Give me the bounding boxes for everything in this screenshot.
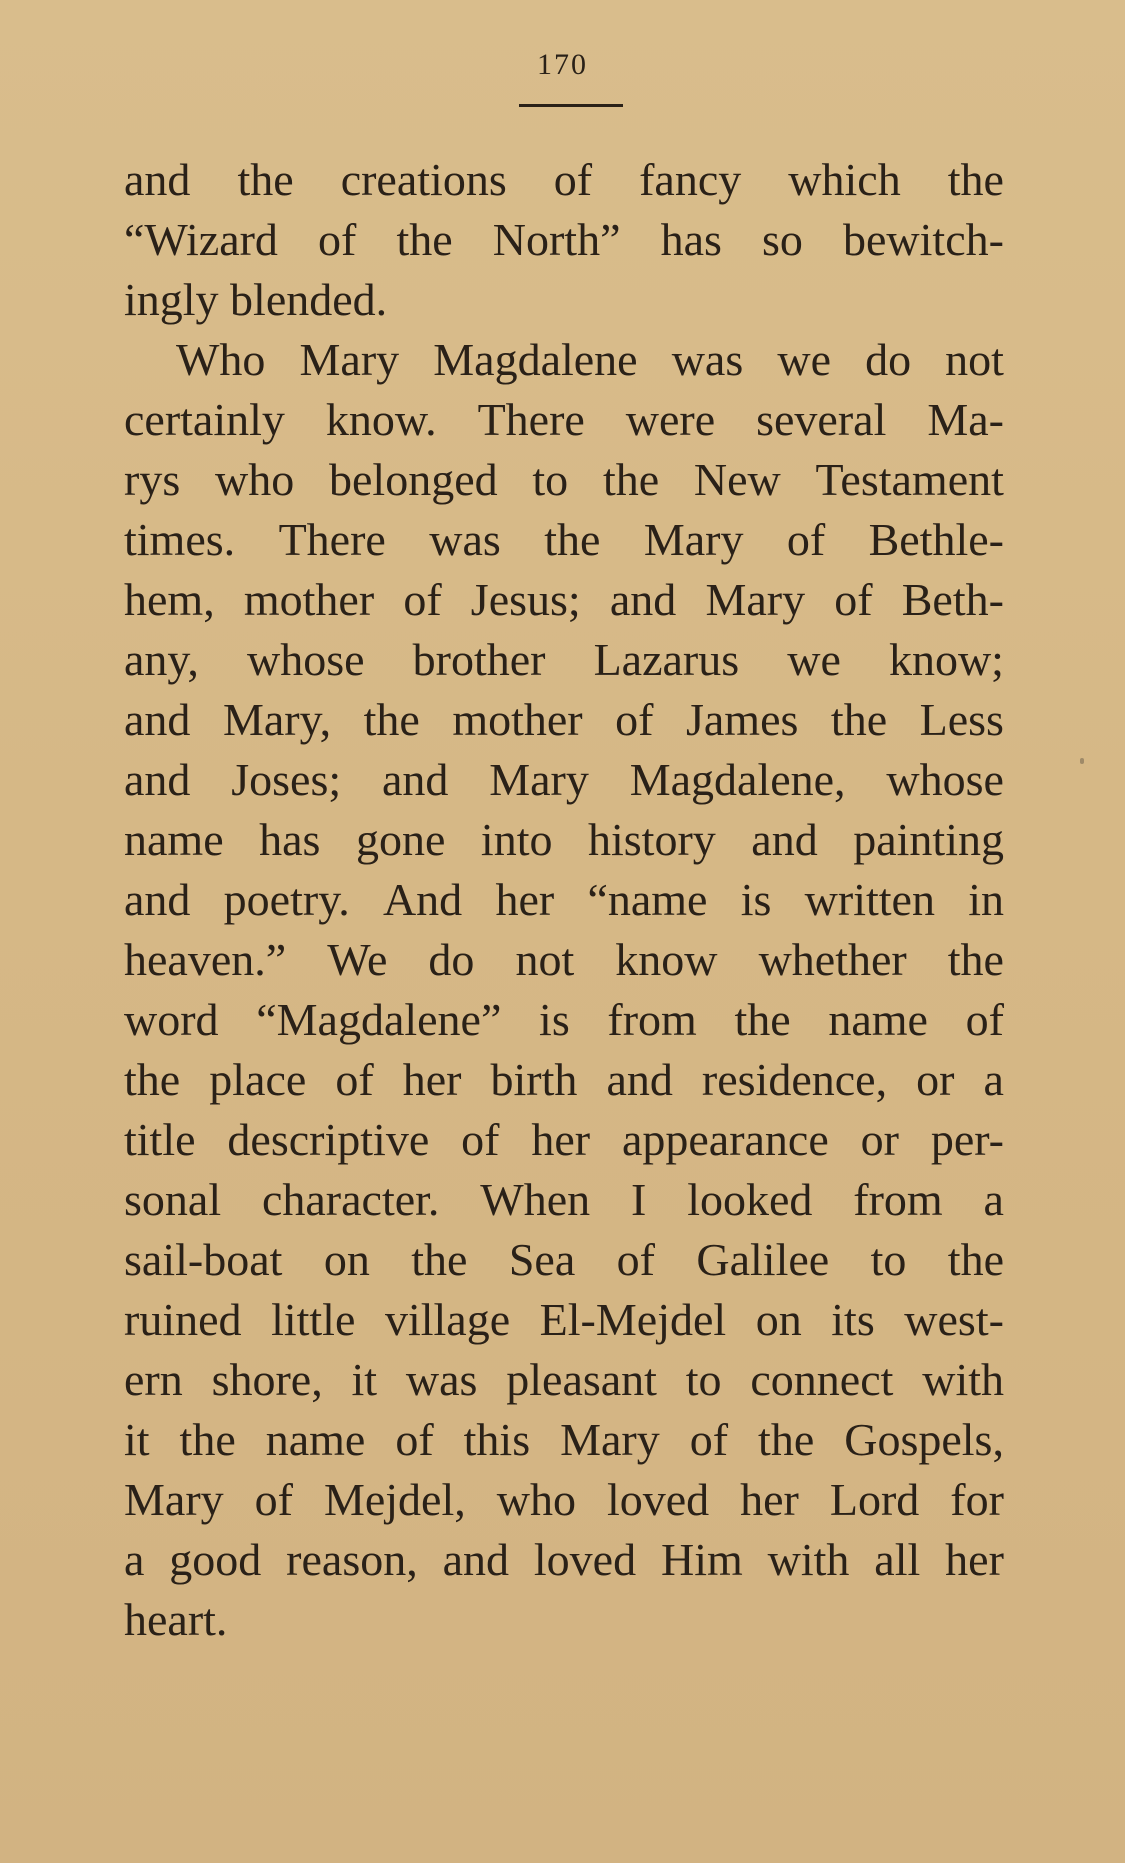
word: the [237,154,294,205]
word: the [124,1054,181,1105]
word: whether [758,934,907,985]
word: the [544,514,601,565]
word: any, [124,634,199,685]
word: it [351,1354,378,1405]
word: is [539,994,570,1045]
word: Joses; [231,754,342,805]
word: this [463,1414,531,1465]
text-line [124,1350,1004,1410]
text-line [124,990,1004,1050]
word: into [480,814,553,865]
word: of [395,1414,434,1465]
word: her [740,1474,799,1525]
word: know. [325,394,437,445]
word: character. [261,1174,440,1225]
word: name [828,994,928,1045]
word: “Wizard [124,214,278,265]
word: title [124,1114,196,1165]
word: rys [124,454,181,505]
word: descriptive [227,1114,430,1165]
word: Lord [829,1474,920,1525]
word: Mary [299,334,400,385]
word: I [631,1174,647,1225]
text-line [124,1170,1004,1230]
word: Mary [705,574,806,625]
word: bewitch- [843,214,1004,265]
word: who [215,454,295,505]
word: her [402,1054,462,1105]
word: and [609,574,677,625]
word: New [693,454,781,505]
text-line: heart. [124,1594,228,1645]
word: Mary [560,1414,660,1465]
word: Jesus; [470,574,581,625]
word: poetry. [223,874,350,925]
text-line [124,1050,1004,1110]
word: of [615,694,654,745]
word: it [124,1414,150,1465]
word: birth [490,1054,578,1105]
word: little [271,1294,356,1345]
word: to [685,1354,722,1405]
word: hem, [124,574,215,625]
word: Lazarus [593,634,740,685]
word: and [124,754,191,805]
word: shore, [211,1354,323,1405]
text-line [124,930,1004,990]
text-line [124,690,1004,750]
word: heaven.” [124,934,287,985]
word: “name [587,874,708,925]
word: Mejdel, [323,1474,466,1525]
word: word [124,994,219,1045]
word: Who [176,334,266,385]
word: from [607,994,697,1045]
word: do [428,934,475,985]
word: ruined [124,1294,242,1345]
word: the [602,454,660,505]
word: El-Mejdel [539,1294,727,1345]
word: of [616,1234,655,1285]
word: her [945,1534,1004,1585]
word: Testament [815,454,1004,505]
word: not [515,934,575,985]
word: was [429,514,501,565]
word: village [384,1294,511,1345]
word: good [169,1534,262,1585]
word: of [689,1414,729,1465]
word: from [853,1174,943,1225]
text-line [124,390,1004,450]
word: of [335,1054,374,1105]
word: sonal [124,1174,222,1225]
word: residence, [701,1054,888,1105]
word: not [945,334,1004,385]
word: Sea [508,1234,576,1285]
word: Mary [124,1474,224,1525]
word: history [588,814,716,865]
word: Beth- [901,574,1004,625]
word: is [740,874,772,925]
word: Galilee [696,1234,830,1285]
header-rule [519,104,623,107]
text-line [124,450,1004,510]
text-line [124,1290,1004,1350]
word: Mary, [222,694,332,745]
word: name [265,1414,366,1465]
word: or [916,1054,955,1105]
word: the [947,154,1004,205]
word: of [254,1474,293,1525]
word: with [767,1534,850,1585]
word: the [396,214,453,265]
word: written [804,874,935,925]
word: name [124,814,224,865]
word: west- [904,1294,1004,1345]
word: the [947,1234,1004,1285]
word: of [786,514,826,565]
text-line [124,750,1004,810]
text-line [124,1410,1004,1470]
word: with [922,1354,1004,1405]
word: There [278,514,386,565]
word: gone [355,814,446,865]
word: brother [412,634,546,685]
word: Magdalene [433,334,638,385]
word: Gospels, [844,1414,1004,1465]
word: several [756,394,887,445]
word: times. [124,514,236,565]
word: and [124,694,191,745]
word: know; [888,634,1004,685]
word: sail-boat [124,1234,283,1285]
text-line [124,630,1004,690]
word: of [403,574,442,625]
word: the [734,994,791,1045]
word: and [751,814,818,865]
word: on [323,1234,370,1285]
word: a [124,1534,145,1585]
word: Less [919,694,1004,745]
word: mother [243,574,375,625]
word: a [983,1174,1004,1225]
word: to [870,1234,907,1285]
word: Ma- [927,394,1004,445]
word: her [495,874,555,925]
word: whose [886,754,1004,805]
word: ern [124,1354,183,1405]
word: creations [340,154,507,205]
word: a [983,1054,1004,1105]
text-line [124,330,1004,390]
word: or [860,1114,899,1165]
word: all [874,1534,921,1585]
word: was [671,334,744,385]
word: Mary [643,514,744,565]
word: to [532,454,569,505]
word: which [788,154,901,205]
text-line [124,1530,1004,1590]
text-line [124,1230,1004,1290]
body-text [124,150,1004,1650]
word: whose [247,634,365,685]
paper-speck [1080,758,1084,764]
word: of [965,994,1004,1045]
word: her [531,1114,591,1165]
word: reason, [286,1534,418,1585]
word: pleasant [506,1354,657,1405]
word: on [755,1294,802,1345]
word: the [947,934,1004,985]
word: of [553,154,593,205]
word: looked [687,1174,813,1225]
word: has [259,814,321,865]
word: of [461,1114,500,1165]
text-line: ingly blended. [124,274,388,325]
word: connect [750,1354,894,1405]
text-line [124,570,1004,630]
word: the [411,1234,468,1285]
word: Bethle- [868,514,1004,565]
word: and [381,754,449,805]
word: appearance [621,1114,829,1165]
word: who [496,1474,576,1525]
word: place [209,1054,307,1105]
word: loved [533,1534,637,1585]
word: Him [660,1534,743,1585]
word: has [660,214,722,265]
word: certainly [124,394,285,445]
word: And [382,874,463,925]
word: and [124,154,191,205]
word: James [685,694,799,745]
word: for [950,1474,1004,1525]
word: and [124,874,191,925]
word: We [327,934,388,985]
text-line [124,150,1004,210]
word: loved [606,1474,710,1525]
text-line [124,1470,1004,1530]
word: per- [930,1114,1004,1165]
word: North” [492,214,621,265]
word: the [363,694,420,745]
word: of [834,574,873,625]
word: the [179,1414,236,1465]
page-number: 170 [537,48,588,81]
word: was [405,1354,478,1405]
word: and [606,1054,673,1105]
word: its [831,1294,875,1345]
word: in [968,874,1004,925]
word: so [762,214,803,265]
word: of [318,214,357,265]
word: the [758,1414,815,1465]
word: mother [452,694,583,745]
word: When [480,1174,591,1225]
word: and [442,1534,510,1585]
text-line [124,210,1004,270]
word: “Magdalene” [256,994,502,1045]
text-line [124,510,1004,570]
word: know [615,934,718,985]
word: painting [853,814,1004,865]
word: we [787,634,841,685]
word: belonged [329,454,498,505]
word: the [830,694,888,745]
word: do [865,334,912,385]
word: fancy [639,154,742,205]
word: were [625,394,716,445]
text-line [124,870,1004,930]
word: Mary [489,754,589,805]
word: There [477,394,585,445]
word: we [777,334,831,385]
text-line [124,810,1004,870]
text-line [124,1110,1004,1170]
word: Magdalene, [629,754,846,805]
